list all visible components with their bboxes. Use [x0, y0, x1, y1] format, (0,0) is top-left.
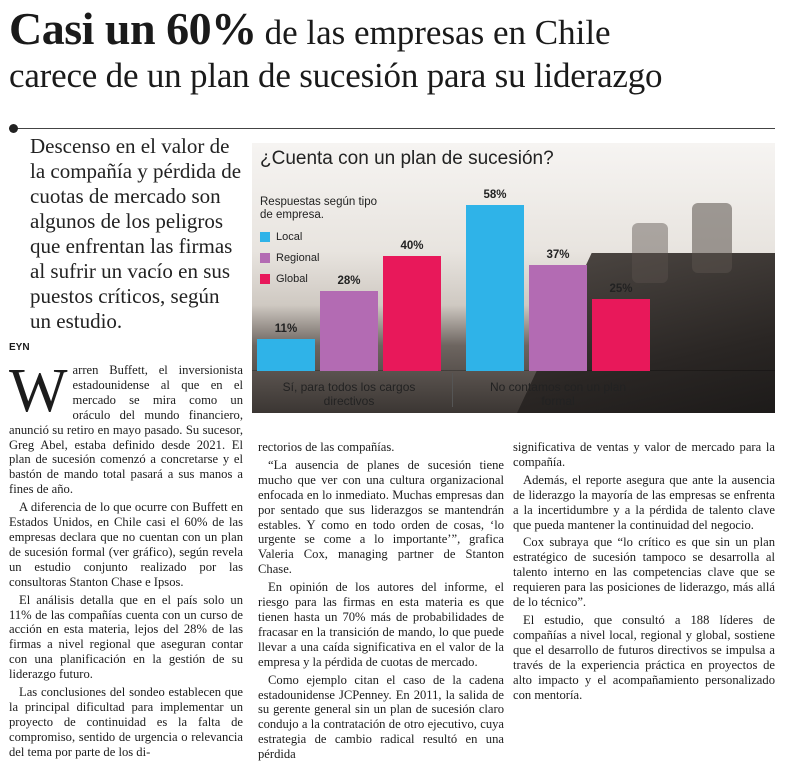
legend-swatch — [260, 253, 270, 263]
bar-global — [383, 256, 441, 371]
chair-image — [692, 203, 732, 273]
article-paragraph: Además, el reporte asegura que ante la ausencia de liderazgo la mayoría de las empresas se enfrenta a la incertidumbre y a la pérdida de talento clave que pueda mantener la continuidad del negocio. — [513, 472, 775, 532]
bar-value-label: 37% — [546, 249, 570, 261]
headline-line-2: carece de un plan de sucesión para su liderazgo — [9, 56, 663, 95]
section-rule — [9, 128, 775, 129]
legend-label: Global — [276, 273, 308, 285]
chair-image — [632, 223, 668, 283]
article-paragraph: A diferencia de lo que ocurre con Buffett en Estados Unidos, en Chile casi el 60% de las empresas declara que no cuentan con un plan de sucesión formal (ver gráfico), según revela un estudio conjunto realizado por las consultoras Stanton Chase e Ipsos. — [9, 500, 243, 589]
headline-line-1 — [9, 2, 611, 55]
group-separator — [452, 373, 453, 407]
bar-value-label: 25% — [609, 283, 633, 295]
article-column-2 — [258, 440, 504, 765]
bar-global — [592, 299, 650, 371]
article-paragraph: En opinión de los autores del informe, el riesgo para las firmas en esta materia es que tienen hasta un 70% más de probabilidades de fracasar en la transición de mando, lo que puede llevar a una caída significativa en el valor de la empresa y la pérdida de cuotas de mercado. — [258, 580, 504, 669]
legend-swatch — [260, 232, 270, 242]
chart-panel — [252, 143, 775, 413]
legend-item — [260, 252, 319, 264]
article-paragraph: significativa de ventas y valor de mercado para la compañía. — [513, 440, 775, 469]
article-paragraph: El análisis detalla que en el país solo un 11% de las compañías cuenta con un curso de acción en esta materia, lejos del 28% de las firmas a nivel regional que aseguran contar con una planificación en la gestión de su liderazgo futuro. — [9, 592, 243, 682]
headline-highlight: Casi un 60% — [9, 3, 257, 54]
legend-swatch — [260, 274, 270, 284]
drop-cap: W — [9, 357, 68, 425]
bar-local — [257, 339, 315, 371]
legend-label: Regional — [276, 252, 320, 264]
byline: EYN — [9, 342, 30, 353]
category-label: No contamos con un plan formal — [489, 380, 627, 408]
article-paragraph: El estudio, que consultó a 188 líderes de compañías a nivel local, regional y global, sostiene que el desarrollo de futuros directivos se impulsa a través de la experiencia práctica en proyectos de alto impacto y el acompañamiento personalizado con mentoría. — [513, 612, 775, 702]
bar-regional — [320, 291, 378, 371]
article-paragraph: Cox subraya que “lo crítico es que sin un plan estratégico de sucesión tampoco se desarrolla al talento interno en las competencias clave que se requieren para las posiciones de liderazgo, más allá de lo técnico”. — [513, 535, 775, 610]
article-paragraph: Las conclusiones del sondeo establecen que la principal dificultad para implementar un proyecto de continuidad es la falta de compromiso, sentido de urgencia o relevancia del tema por parte de los di- — [9, 685, 243, 759]
article-paragraph: Como ejemplo citan el caso de la cadena estadounidense JCPenney. En 2011, la salida de su gerente general sin un plan de sucesión claro condujo a la contratación de otro ejecutivo, cuya estrategia de cambio radical resultó en una pérdida — [258, 672, 504, 762]
chart-title: ¿Cuenta con un plan de sucesión? — [260, 148, 554, 169]
article-column-3 — [513, 440, 775, 705]
bar-value-label: 58% — [483, 189, 507, 201]
category-label: Sí, para todos los cargos directivos — [282, 380, 416, 408]
legend-item — [260, 231, 302, 243]
article-paragraph: “La ausencia de planes de sucesión tiene mucho que ver con una cultura organizacional enfocada en lo inmediato. Muchas empresas dan por sentado que sus liderazgos se mantendrán estables. Y como en todo orden de cosas, ‘lo urgente se come a lo importante’”, grafica Valeria Cox, managing partner de Stanton Chase. — [258, 457, 504, 577]
chart-subtitle: Respuestas según tipo de empresa. — [260, 196, 377, 221]
article-paragraph: rectorios de las compañías. — [258, 440, 395, 454]
bar-value-label: 28% — [337, 275, 361, 287]
article-paragraph: Warren Buffett, el inversionista estadounidense al que en el mercado se mira como un oráculo del mundo financiero, anunció su retiro en mayo pasado. Su sucesor, Greg Abel, estaba definido desde 2021. El plan de sucesión comenzó a concretarse y el bastón de mando total pasará a sus manos a fines de año. — [9, 357, 243, 497]
headline-rest: de las empresas en Chile — [264, 13, 611, 52]
bar-value-label: 11% — [274, 323, 298, 335]
bar-local — [466, 205, 524, 371]
bar-value-label: 40% — [400, 240, 424, 252]
legend-item — [260, 273, 308, 285]
lead-paragraph: Descenso en el valor de la compañía y pérdida de cuotas de mercado son algunos de los peligros que enfrentan las firmas al sufrir un vacío en sus puestos críticos, según un estudio. — [30, 134, 242, 333]
bullet-dot-icon — [9, 124, 18, 133]
article-column-1 — [9, 357, 243, 763]
legend-label: Local — [276, 231, 303, 243]
bar-regional — [529, 265, 587, 371]
